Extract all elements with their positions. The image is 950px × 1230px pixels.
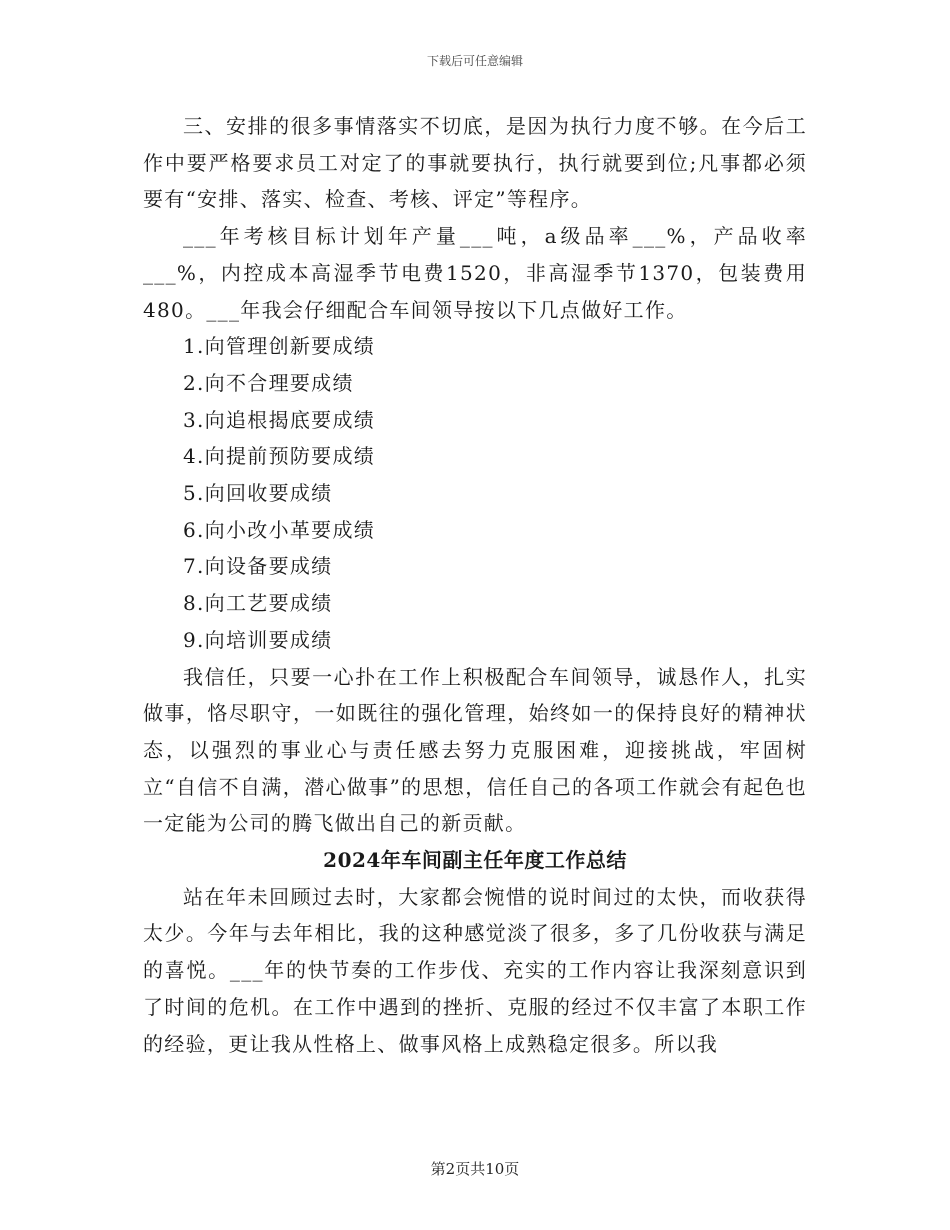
document-body [143,108,807,1062]
paragraph-closing: 我信任，只要一心扑在工作上积极配合车间领导，诚恳作人，扎实做事，恪尽职守，一如既往的强化管理，始终如一的保持良好的精神状态，以强烈的事业心与责任感去努力克服困难，迎接挑战，牢固树立“自信不自满，潜心做事”的思想，信任自己的各项工作就会有起色也一定能为公司的腾飞做出自己的新贡献。 [143,664,807,836]
list-item: 2.向不合理要成绩 [183,370,354,395]
list-item: 1.向管理创新要成绩 [183,334,376,359]
list-item: 3.向追根揭底要成绩 [183,407,376,432]
list-item: 6.向小改小革要成绩 [183,517,376,542]
list-item: 8.向工艺要成绩 [183,591,333,616]
paragraph-execution: 三、安排的很多事情落实不切底，是因为执行力度不够。在今后工作中要严格要求员工对定了的事就要执行，执行就要到位;凡事都必须要有“安排、落实、检查、考核、评定”等程序。 [143,114,807,212]
list-item: 9.向培训要成绩 [183,627,333,652]
paragraph-section-intro: 站在年未回顾过去时，大家都会惋惜的说时间过的太快，而收获得太少。今年与去年相比，我的这种感觉淡了很多，多了几份收获与满足的喜悦。___年的快节奏的工作步伐、充实的工作内容让我深刻意识到了时间的危机。在工作中遇到的挫折、克服的经过不仅丰富了本职工作的经验，更让我从性格上、做事风格上成熟稳定很多。所以我 [143,884,807,1056]
page-header-note: 下载后可任意编辑 [426,54,523,68]
list-item: 5.向回收要成绩 [183,481,333,506]
list-item: 4.向提前预防要成绩 [183,444,376,469]
section-title: 2024年车间副主任年度工作总结 [323,848,627,873]
page-number: 第2页共10页 [430,1160,520,1178]
paragraph-targets: ___年考核目标计划年产量___吨，a级品率___%，产品收率___%，内控成本高湿季节电费1520，非高湿季节1370，包装费用480。___年我会仔细配合车间领导按以下几点做好工作。 [143,224,807,322]
work-list [143,328,807,658]
list-item: 7.向设备要成绩 [183,554,333,579]
